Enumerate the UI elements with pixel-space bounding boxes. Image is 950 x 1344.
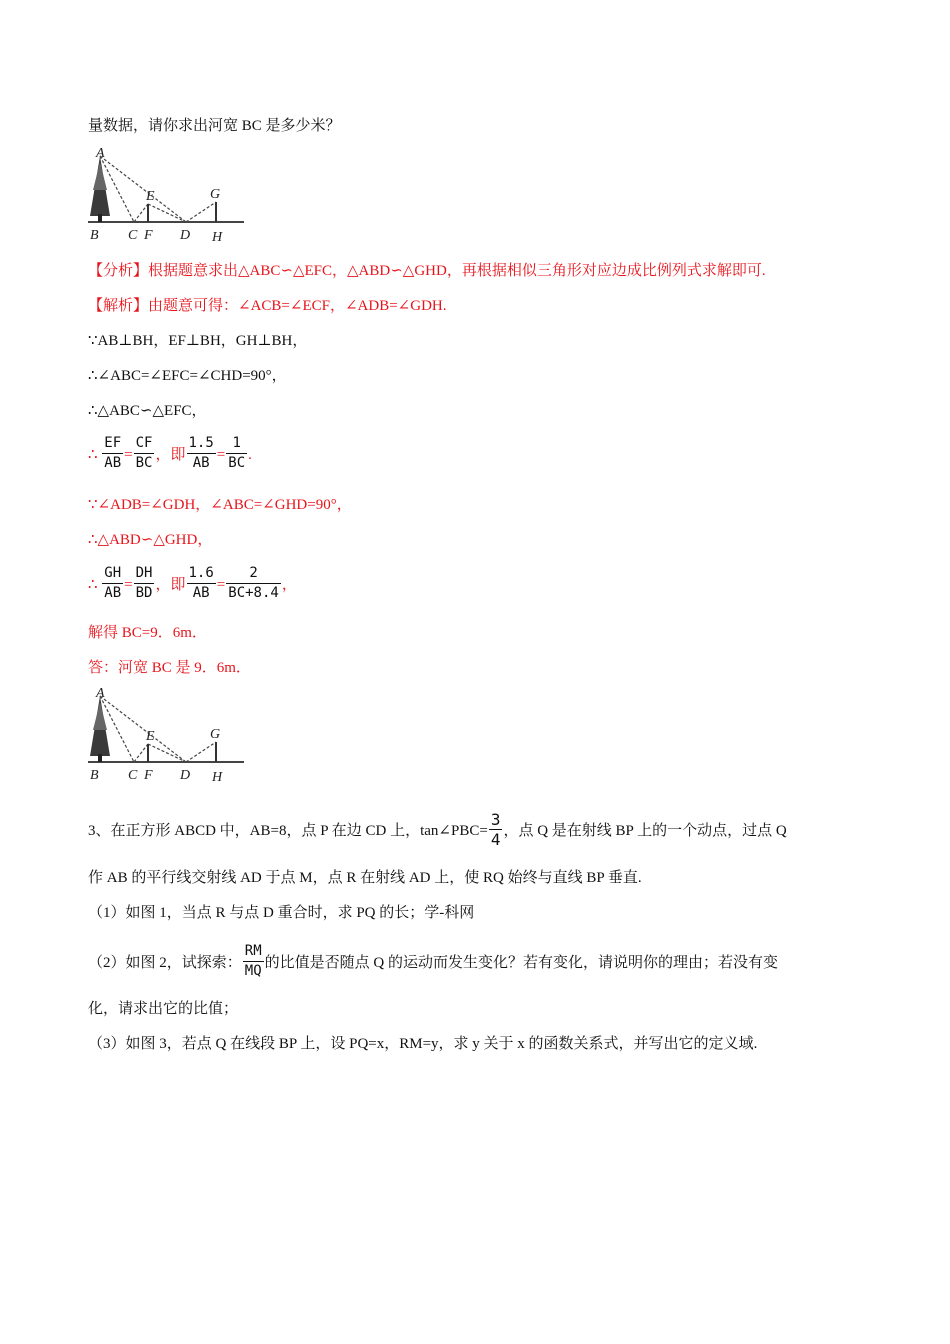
analysis-text: 根据题意求出△ABC∽△EFC，△ABD∽△GHD，再根据相似三角形对应边成比例列式求解即可. [148, 263, 766, 279]
therefore-sign: ∴ [88, 446, 98, 463]
fraction-1-bc: $\frac{1}{BC}$ [228, 435, 246, 471]
river-width-figure-1 [86, 146, 256, 244]
label-a: A [96, 686, 105, 701]
fraction-tan: $\frac{3}{4}$ [490, 810, 501, 849]
label-d: D [180, 228, 191, 243]
river-width-figure-2 [86, 686, 256, 784]
problem3-part2: （2）如图 2，试探索： $\frac{RM}{MQ}$ 的比值是否随点 Q 的运动而发生变化？若有变化，请说明你的理由；若没有变 [88, 943, 778, 979]
answer: 答：河宽 BC 是 9．6m． [88, 660, 251, 676]
fraction-15-ab: $\frac{1.5}{AB}$ [188, 435, 214, 471]
solution [88, 296, 446, 316]
problem3-line2: 作 AB 的平行线交射线 AD 于点 M，点 R 在射线 AD 上，使 RQ 始终与直线 BP 垂直. [88, 870, 642, 886]
sight-lines [100, 696, 216, 762]
analysis-tag: 【分析】 [88, 263, 149, 279]
label-b: B [90, 228, 99, 243]
label-g: G [210, 187, 221, 202]
therefore-sign: ∴ [88, 576, 98, 593]
fraction-rm-mq: $\frac{RM}{MQ}$ [244, 943, 262, 979]
fraction-dh-bd: $\frac{DH}{BD}$ [135, 565, 153, 601]
label-d: D [180, 768, 191, 783]
label-c: C [128, 768, 138, 783]
step-5: ∵∠ADB=∠GDH，∠ABC=∠GHD=90°， [88, 497, 352, 513]
fraction-gh-ab: $\frac{GH}{AB}$ [104, 565, 122, 601]
sight-lines [100, 156, 216, 222]
label-e: E [146, 729, 155, 744]
question-tail: 量数据，请你求出河宽 BC 是多少米？ [88, 118, 341, 134]
solution-text: 由题意可得：∠ACB=∠ECF，∠ADB=∠GDH. [148, 298, 447, 314]
step-4: ∴ $\frac{EF}{AB}$ = $\frac{CF}{BC}$ ，即 $\frac{1.5}{AB}$ = $\frac{1}{BC}$ . [88, 435, 252, 471]
problem3-part1: （1）如图 1，当点 R 与点 D 重合时，求 PQ 的长；学-科网 [88, 905, 475, 921]
label-h: H [212, 230, 223, 244]
solution-tag: 【解析】 [88, 298, 149, 314]
step-1: ∵AB⊥BH，EF⊥BH，GH⊥BH， [88, 333, 308, 349]
label-g: G [210, 727, 221, 742]
tree-icon [90, 696, 110, 762]
label-f: F [144, 228, 153, 243]
fraction-ef-ab: $\frac{EF}{AB}$ [104, 435, 122, 471]
label-c: C [128, 228, 138, 243]
label-a: A [96, 146, 105, 161]
fraction-16-ab: $\frac{1.6}{AB}$ [188, 565, 214, 601]
fraction-cf-bc: $\frac{CF}{BC}$ [135, 435, 153, 471]
step-7: ∴ $\frac{GH}{AB}$ = $\frac{DH}{BD}$ ，即 $\frac{1.6}{AB}$ = $\frac{2}{BC+8.4}$ ， [88, 565, 297, 601]
label-f: F [144, 768, 153, 783]
fraction-2-bc84: $\frac{2}{BC+8.4}$ [228, 565, 279, 601]
problem3-part2-cont: 化，请求出它的比值； [88, 1001, 239, 1017]
analysis [88, 261, 766, 281]
problem3-line1: 3、在正方形 ABCD 中，AB=8，点 P 在边 CD 上，tan∠PBC= $\frac{3}{4}$ ，点 Q 是在射线 BP 上的一个动点，过点 Q [88, 810, 787, 849]
tree-icon [90, 156, 110, 222]
label-h: H [212, 770, 223, 784]
step-2: ∴∠ABC=∠EFC=∠CHD=90°， [88, 368, 287, 384]
step-3: ∴△ABC∽△EFC， [88, 403, 207, 419]
step-6: ∴△ABD∽△GHD， [88, 532, 213, 548]
problem3-part3: （3）如图 3，若点 Q 在线段 BP 上，设 PQ=x，RM=y，求 y 关于 x 的函数关系式，并写出它的定义域. [88, 1036, 758, 1052]
result: 解得 BC=9．6m． [88, 625, 207, 641]
label-b: B [90, 768, 99, 783]
label-e: E [146, 189, 155, 204]
